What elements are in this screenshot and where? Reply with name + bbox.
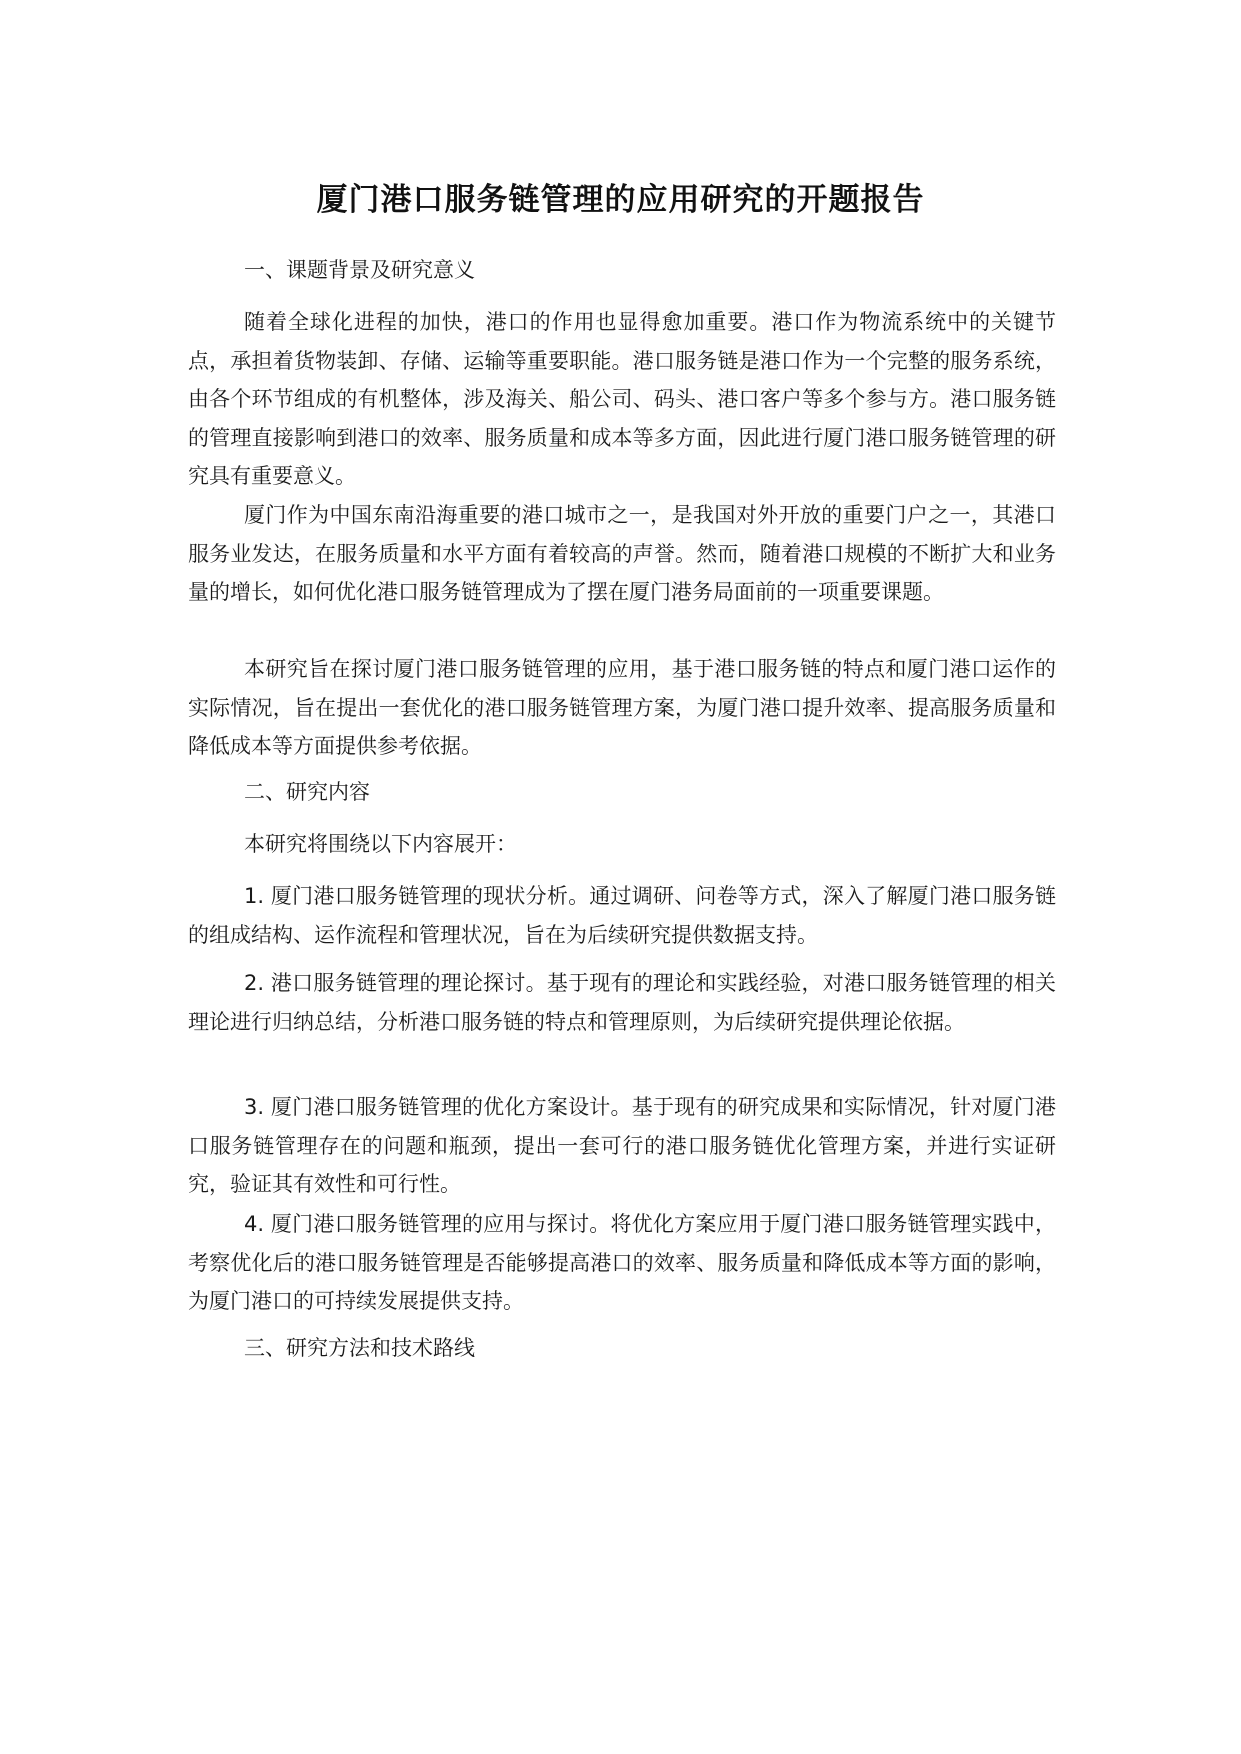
research-item-2: 2. 港口服务链管理的理论探讨。基于现有的理论和实践经验，对港口服务链管理的相关理论进行归纳总结，分析港口服务链的特点和管理原则，为后续研究提供理论依据。 <box>188 971 1056 1034</box>
section-2-heading: 二、研究内容 <box>244 780 370 804</box>
document-title: 厦门港口服务链管理的应用研究的开题报告 <box>316 182 925 218</box>
section-2-intro: 本研究将围绕以下内容展开： <box>244 832 517 856</box>
section-1-heading: 一、课题背景及研究意义 <box>244 258 475 282</box>
section-1-paragraph-1: 随着全球化进程的加快，港口的作用也显得愈加重要。港口作为物流系统中的关键节点，承担着货物装卸、存储、运输等重要职能。港口服务链是港口作为一个完整的服务系统，由各个环节组成的有机整体，涉及海关、船公司、码头、港口客户等多个参与方。港口服务链的管理直接影响到港口的效率、服务质量和成本等多方面，因此进行厦门港口服务链管理的研究具有重要意义。 <box>188 310 1056 489</box>
section-1-paragraph-3: 本研究旨在探讨厦门港口服务链管理的应用，基于港口服务链的特点和厦门港口运作的实际情况，旨在提出一套优化的港口服务链管理方案，为厦门港口提升效率、提高服务质量和降低成本等方面提供参考依据。 <box>188 657 1056 759</box>
section-3-heading: 三、研究方法和技术路线 <box>244 1336 475 1360</box>
research-item-1: 1. 厦门港口服务链管理的现状分析。通过调研、问卷等方式，深入了解厦门港口服务链的组成结构、运作流程和管理状况，旨在为后续研究提供数据支持。 <box>188 884 1056 947</box>
section-1-paragraph-2: 厦门作为中国东南沿海重要的港口城市之一，是我国对外开放的重要门户之一，其港口服务业发达，在服务质量和水平方面有着较高的声誉。然而，随着港口规模的不断扩大和业务量的增长，如何优化港口服务链管理成为了摆在厦门港务局面前的一项重要课题。 <box>188 503 1056 605</box>
research-item-4: 4. 厦门港口服务链管理的应用与探讨。将优化方案应用于厦门港口服务链管理实践中，考察优化后的港口服务链管理是否能够提高港口的效率、服务质量和降低成本等方面的影响，为厦门港口的可持续发展提供支持。 <box>188 1212 1056 1314</box>
research-item-3: 3. 厦门港口服务链管理的优化方案设计。基于现有的研究成果和实际情况，针对厦门港口服务链管理存在的问题和瓶颈，提出一套可行的港口服务链优化管理方案，并进行实证研究，验证其有效性和可行性。 <box>188 1095 1056 1197</box>
